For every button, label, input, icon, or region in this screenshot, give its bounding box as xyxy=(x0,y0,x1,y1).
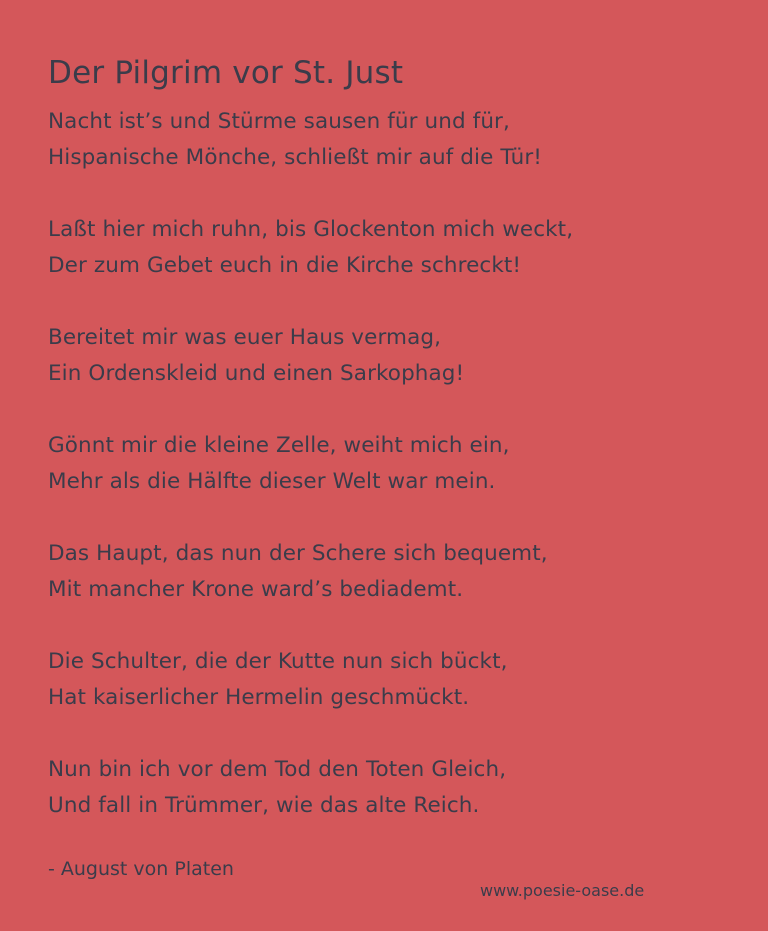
stanza-6 xyxy=(48,644,738,716)
poem-author: - August von Platen xyxy=(48,858,234,880)
verse-line: Mehr als die Hälfte dieser Welt war mein. xyxy=(48,469,496,494)
verse-line: Laßt hier mich ruhn, bis Glockenton mich weckt, xyxy=(48,217,574,242)
verse-line: Das Haupt, das nun der Schere sich bequemt, xyxy=(48,541,548,566)
verse-line: Der zum Gebet euch in die Kirche schreckt! xyxy=(48,253,522,278)
poem-title: Der Pilgrim vor St. Just xyxy=(48,55,404,91)
verse-line: Mit mancher Krone ward’s bediademt. xyxy=(48,577,464,602)
verse-line: Hat kaiserlicher Hermelin geschmückt. xyxy=(48,685,470,710)
verse-line: Nun bin ich vor dem Tod den Toten Gleich, xyxy=(48,757,507,782)
stanza-4 xyxy=(48,428,738,500)
verse-line: Und fall in Trümmer, wie das alte Reich. xyxy=(48,793,480,818)
stanza-2 xyxy=(48,212,738,284)
verse-line: Nacht ist’s und Stürme sausen für und für, xyxy=(48,109,510,134)
stanza-3 xyxy=(48,320,738,392)
verse-line: Die Schulter, die der Kutte nun sich bückt, xyxy=(48,649,508,674)
website-watermark: www.poesie-oase.de xyxy=(480,881,645,900)
stanza-5 xyxy=(48,536,738,608)
verse-line: Bereitet mir was euer Haus vermag, xyxy=(48,325,442,350)
stanza-1 xyxy=(48,104,738,176)
verse-line: Hispanische Mönche, schließt mir auf die Tür! xyxy=(48,145,543,170)
verse-line: Gönnt mir die kleine Zelle, weiht mich ein, xyxy=(48,433,510,458)
poem-card xyxy=(48,52,738,860)
verse-line: Ein Ordenskleid und einen Sarkophag! xyxy=(48,361,465,386)
stanza-7 xyxy=(48,752,738,824)
